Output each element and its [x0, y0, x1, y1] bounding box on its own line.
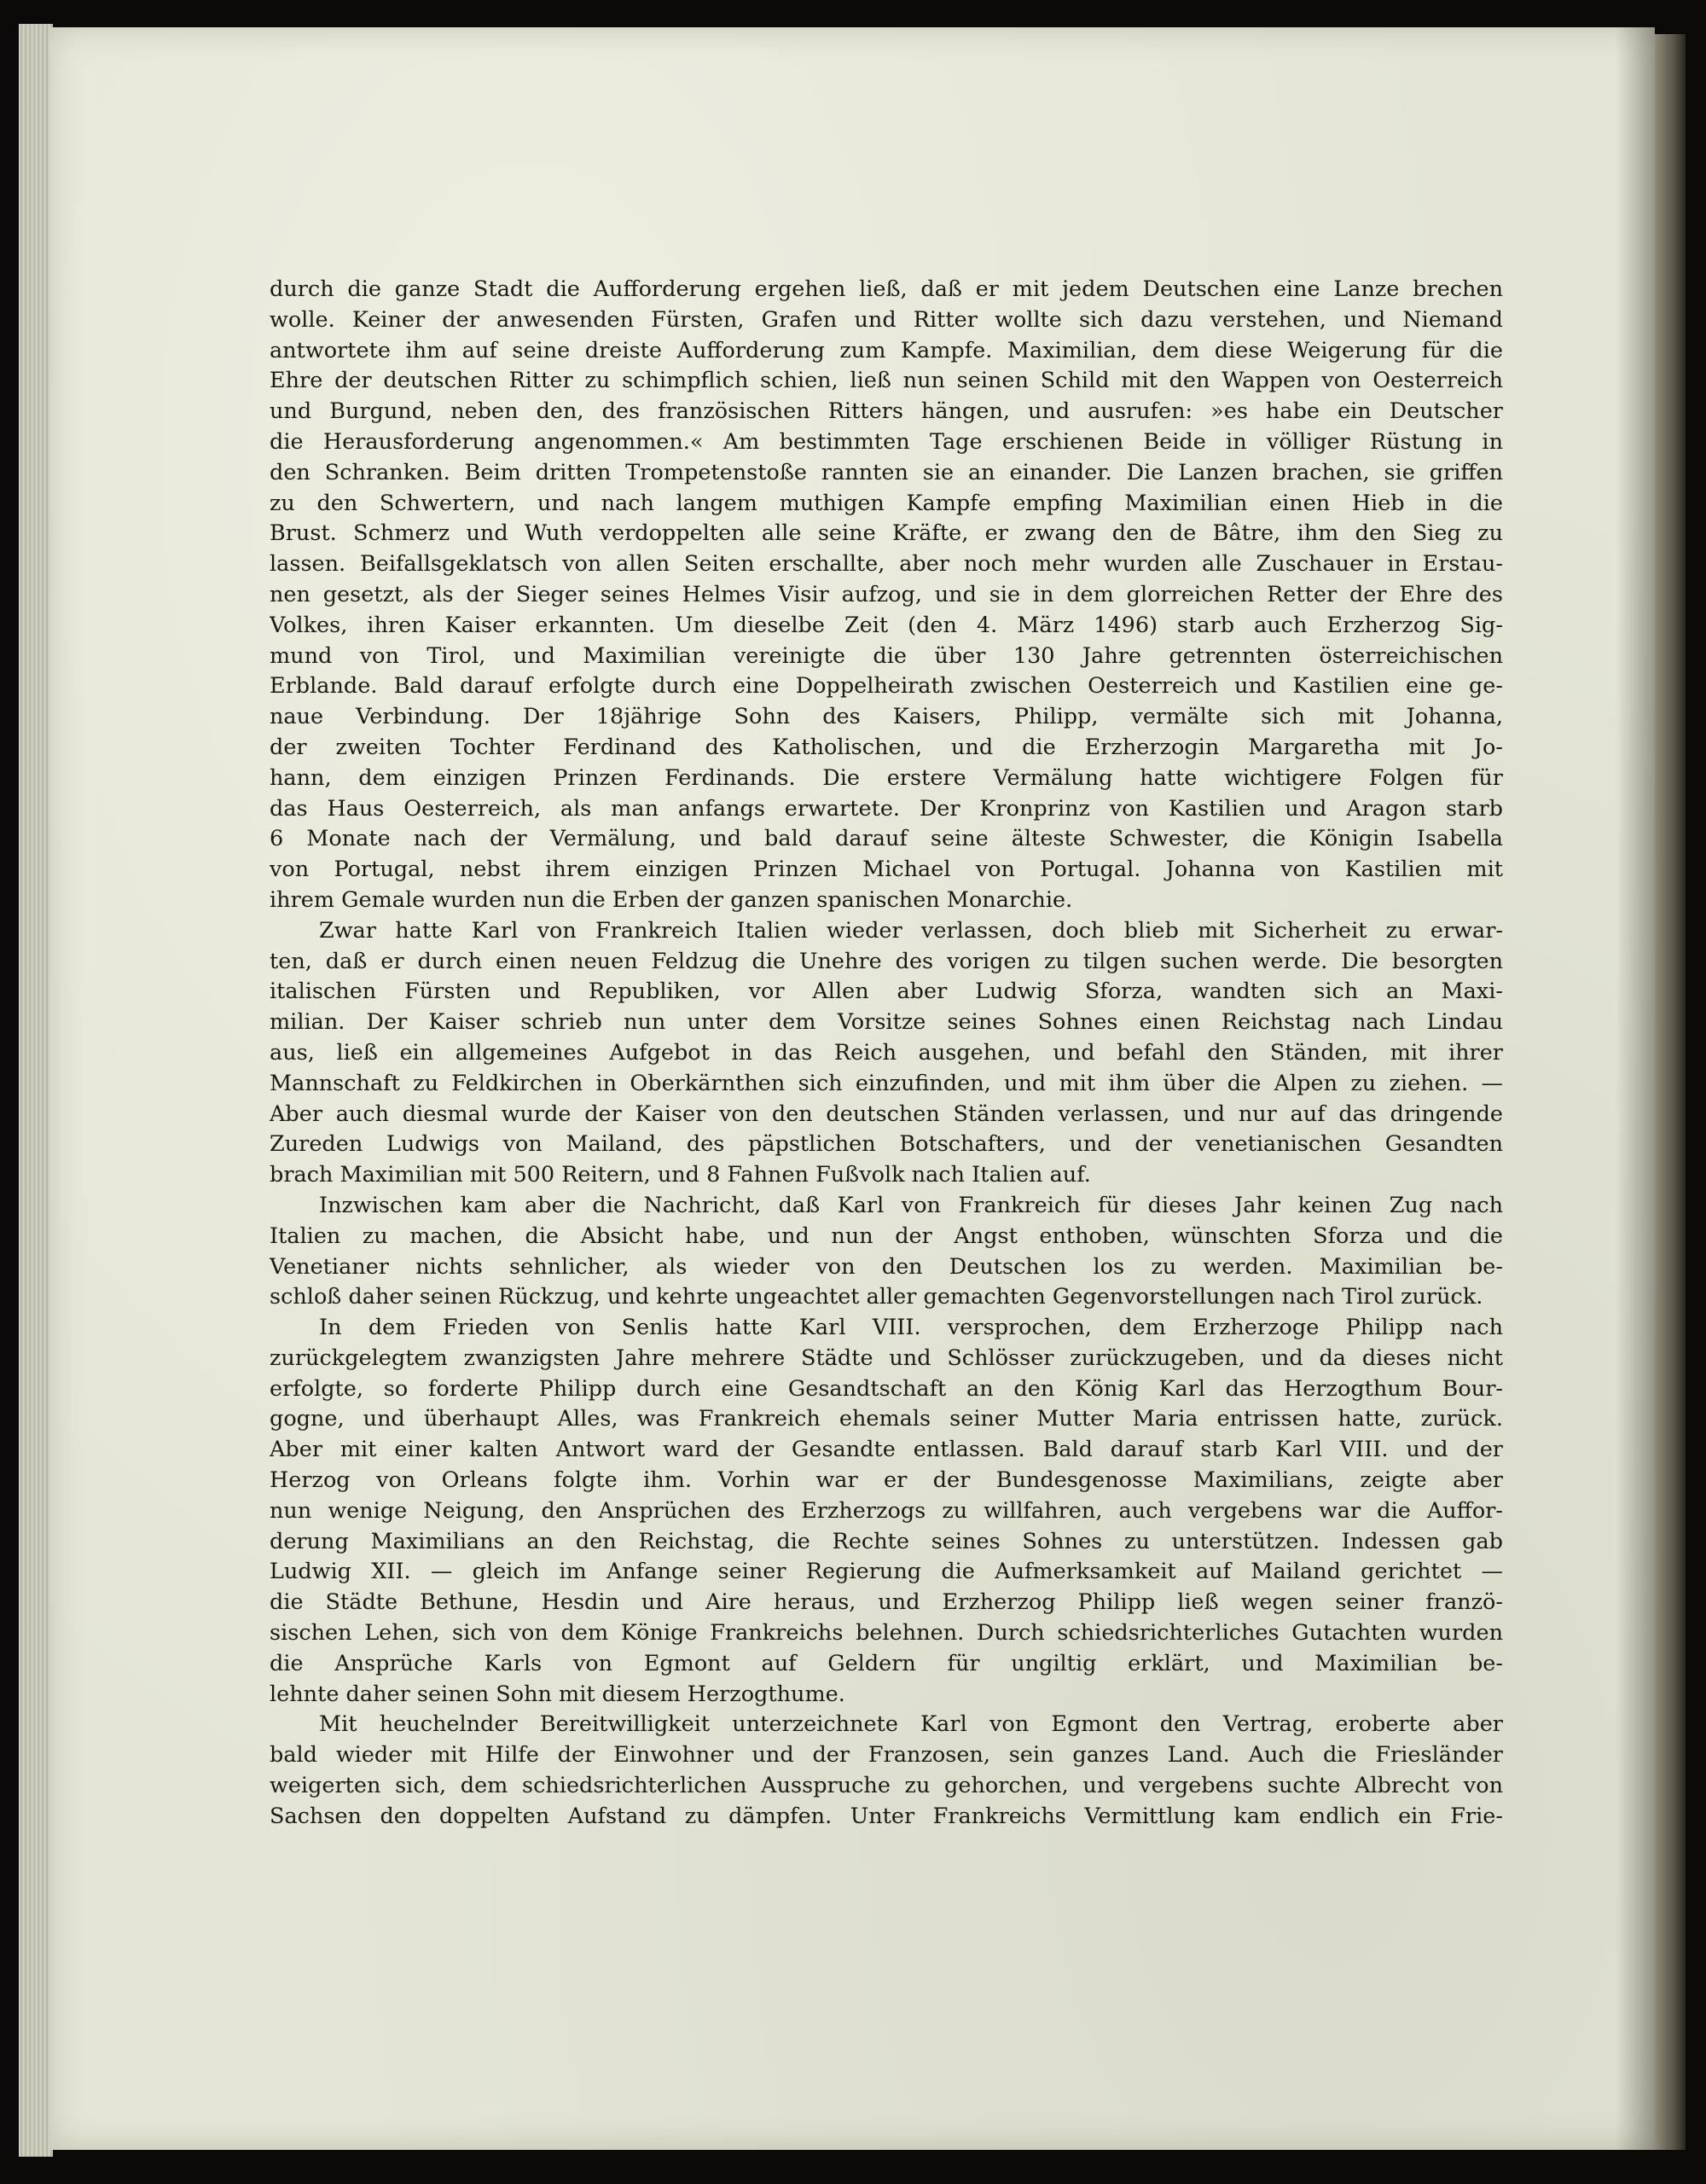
text-line: Ehre der deutschen Ritter zu schimpflich schien, ließ nun seinen Schild mit den Wappen von Oesterreich [270, 368, 1503, 394]
text-line: sischen Lehen, sich von dem Könige Frankreichs belehnen. Durch schiedsrichterliches Gutachten wurden [270, 1620, 1503, 1647]
text-line: die Ansprüche Karls von Egmont auf Geldern für ungiltig erklärt, und Maximilian be- [270, 1650, 1503, 1676]
text-line: ihrem Gemale wurden nun die Erben der ganzen spanischen Monarchie. [270, 886, 1073, 913]
text-line: Herzog von Orleans folgte ihm. Vorhin war er der Bundesgenosse Maximilians, zeigte aber [270, 1467, 1503, 1494]
text-line: hann, dem einzigen Prinzen Ferdinands. Die erstere Vermälung hatte wichtigere Folgen für [270, 764, 1503, 791]
text-line: mund von Tirol, und Maximilian vereinigte die über 130 Jahre getrennten österreichischen [270, 642, 1503, 669]
book-gutter [1655, 34, 1686, 2150]
text-line: die Herausforderung angenommen.« Am bestimmten Tage erschienen Beide in völliger Rüstung in [270, 428, 1503, 455]
text-line: ten, daß er durch einen neuen Feldzug die Unehre des vorigen zu tilgen suchen werde. Die besorgten [270, 948, 1503, 974]
text-line: In dem Frieden von Senlis hatte Karl VIII. versprochen, dem Erzherzoge Philipp nach [319, 1315, 1503, 1341]
body-text [270, 275, 1503, 1833]
page-edge-stack [19, 24, 53, 2157]
text-line: brach Maximilian mit 500 Reitern, und 8 Fahnen Fußvolk nach Italien auf. [270, 1162, 1091, 1188]
text-line: nun wenige Neigung, den Ansprüchen des Erzherzogs zu willfahren, auch vergebens war die Auffor- [270, 1497, 1503, 1524]
text-line: erfolgte, so forderte Philipp durch eine Gesandtschaft an den König Karl das Herzogthum Bour- [270, 1375, 1503, 1402]
text-line: Aber mit einer kalten Antwort ward der Gesandte entlassen. Bald darauf starb Karl VIII. und der [270, 1437, 1503, 1463]
text-line: den Schranken. Beim dritten Trompetenstoße rannten sie an einander. Die Lanzen brachen, sie griffen [270, 459, 1503, 485]
text-line: der zweiten Tochter Ferdinand des Katholischen, und die Erzherzogin Margaretha mit Jo- [270, 734, 1503, 760]
text-line: Brust. Schmerz und Wuth verdoppelten alle seine Kräfte, er zwang den de Bâtre, ihm den Sieg zu [270, 520, 1503, 547]
text-line: Italien zu machen, die Absicht habe, und nun der Angst enthoben, wünschten Sforza und die [270, 1223, 1503, 1249]
text-line: Zureden Ludwigs von Mailand, des päpstlichen Botschafters, und der venetianischen Gesandten [270, 1131, 1503, 1158]
text-line: Venetianer nichts sehnlicher, als wieder von den Deutschen los zu werden. Maximilian be- [270, 1253, 1503, 1280]
text-line: 6 Monate nach der Vermälung, und bald darauf seine älteste Schwester, die Königin Isabella [270, 826, 1503, 852]
text-line: Erblande. Bald darauf erfolgte durch eine Doppelheirath zwischen Oesterreich und Kastilien eine ge- [270, 673, 1503, 700]
text-line: milian. Der Kaiser schrieb nun unter dem Vorsitze seines Sohnes einen Reichstag nach Lindau [270, 1009, 1503, 1036]
text-line: aus, ließ ein allgemeines Aufgebot in das Reich ausgehen, und befahl den Ständen, mit ihrer [270, 1039, 1503, 1066]
text-line: schloß daher seinen Rückzug, und kehrte ungeachtet aller gemachten Gegenvorstellungen nach Tirol zurück. [270, 1284, 1483, 1310]
text-line: zu den Schwertern, und nach langem muthigen Kampfe empfing Maximilian einen Hieb in die [270, 490, 1503, 516]
text-line: lassen. Beifallsgeklatsch von allen Seiten erschallte, aber noch mehr wurden alle Zuschauer in Erstau- [270, 551, 1503, 578]
text-line: das Haus Oesterreich, als man anfangs erwartete. Der Kronprinz von Kastilien und Aragon starb [270, 795, 1503, 822]
text-line: und Burgund, neben den, des französischen Ritters hängen, und ausrufen: »es habe ein Deutscher [270, 398, 1503, 425]
text-line: Inzwischen kam aber die Nachricht, daß Karl von Frankreich für dieses Jahr keinen Zug nach [319, 1192, 1503, 1218]
text-line: Mannschaft zu Feldkirchen in Oberkärnthen sich einzufinden, und mit ihm über die Alpen zu ziehen. — [270, 1070, 1503, 1096]
text-line: naue Verbindung. Der 18jährige Sohn des Kaisers, Philipp, vermälte sich mit Johanna, [270, 704, 1503, 730]
text-line: durch die ganze Stadt die Aufforderung ergehen ließ, daß er mit jedem Deutschen eine Lanze brechen [270, 276, 1503, 302]
text-line: zurückgelegtem zwanzigsten Jahre mehrere Städte und Schlösser zurückzugeben, und da dieses nicht [270, 1345, 1503, 1371]
text-line: Volkes, ihren Kaiser erkannten. Um dieselbe Zeit (den 4. März 1496) starb auch Erzherzog Sig- [270, 612, 1503, 638]
text-line: lehnte daher seinen Sohn mit diesem Herzogthume. [270, 1681, 845, 1707]
text-line: von Portugal, nebst ihrem einzigen Prinzen Michael von Portugal. Johanna von Kastilien mit [270, 857, 1503, 883]
text-line: weigerten sich, dem schiedsrichterlichen Ausspruche zu gehorchen, und vergebens suchte Albrecht von [270, 1773, 1503, 1799]
text-line: nen gesetzt, als der Sieger seines Helmes Visir aufzog, und sie in dem glorreichen Retter der Ehre des [270, 581, 1503, 607]
text-line: Aber auch diesmal wurde der Kaiser von den deutschen Ständen verlassen, und nur auf das dringende [270, 1101, 1503, 1127]
text-line: antwortete ihm auf seine dreiste Aufforderung zum Kampfe. Maximilian, dem diese Weigerung für die [270, 337, 1503, 363]
text-line: Mit heuchelnder Bereitwilligkeit unterzeichnete Karl von Egmont den Vertrag, eroberte aber [319, 1711, 1503, 1738]
text-line: gogne, und überhaupt Alles, was Frankreich ehemals seiner Mutter Maria entrissen hatte, zurück. [270, 1406, 1503, 1432]
text-line: italischen Fürsten und Republiken, vor Allen aber Ludwig Sforza, wandten sich an Maxi- [270, 979, 1503, 1005]
text-line: bald wieder mit Hilfe der Einwohner und der Franzosen, sein ganzes Land. Auch die Friesländer [270, 1742, 1503, 1769]
text-line: Ludwig XII. — gleich im Anfange seiner Regierung die Aufmerksamkeit auf Mailand gerichtet — [270, 1559, 1503, 1585]
text-line: wolle. Keiner der anwesenden Fürsten, Grafen und Ritter wollte sich dazu verstehen, und Niemand [270, 306, 1503, 333]
spine-shadow [1616, 27, 1655, 2150]
text-line: Sachsen den doppelten Aufstand zu dämpfen. Unter Frankreichs Vermittlung kam endlich ein Frie- [270, 1803, 1503, 1829]
text-line: die Städte Bethune, Hesdin und Aire heraus, und Erzherzog Philipp ließ wegen seiner franzö- [270, 1589, 1503, 1616]
text-line: derung Maximilians an den Reichstag, die Rechte seines Sohnes zu unterstützen. Indessen gab [270, 1528, 1503, 1554]
text-line: Zwar hatte Karl von Frankreich Italien wieder verlassen, doch blieb mit Sicherheit zu erwar- [319, 917, 1503, 944]
